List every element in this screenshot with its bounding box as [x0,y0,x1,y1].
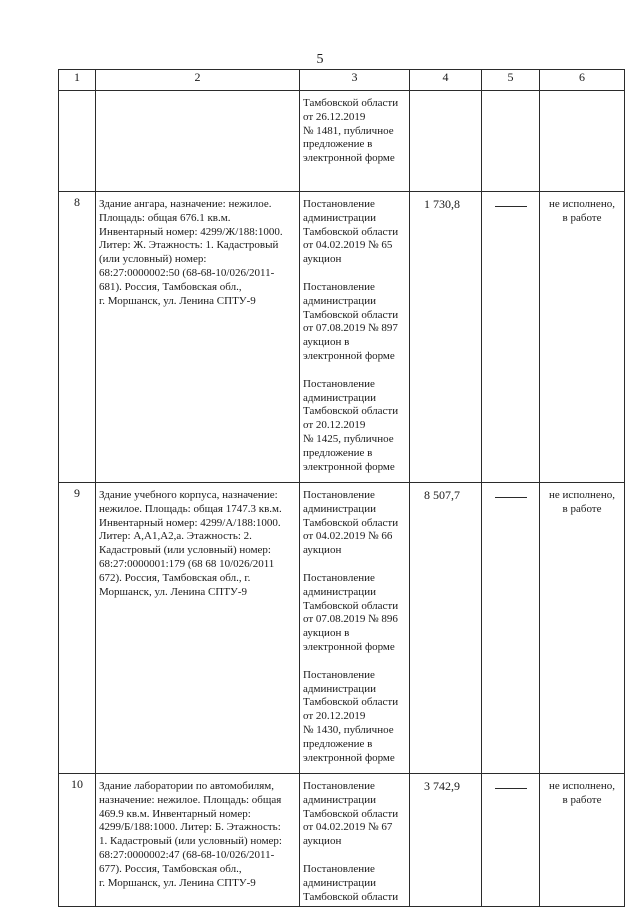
cell-description [96,91,300,192]
cell-dash [482,483,540,774]
document-entry: Постановление администрации Тамбовской области от 07.08.2019 № 896 аукцион в электронной форме [303,571,399,653]
header-col-6: 6 [540,70,625,91]
dash-line [495,198,527,207]
header-col-2: 2 [96,70,300,91]
cell-dash [482,192,540,483]
cell-documents [300,192,410,483]
table-row-continuation [59,91,625,192]
status-text: не исполнено, в работе [540,483,625,774]
property-description: Здание учебного корпуса, назначение: нежилое. Площадь: общая 1747.3 кв.м. Инвентарный номер: 4299/А/188:1000. Литер: А,А1,А2,а. Этажность: 2. Кадастровый (или условный) номер: 68:27:0000001:179 (68 68 10/026/2011 672). Россия, Тамбовская обл., г. Моршанск, ул. Ленина СПТУ-9 [96,483,300,774]
header-col-1: 1 [59,70,96,91]
cell-documents [300,774,410,907]
table-header-row [59,70,625,91]
document-entry: Постановление администрации Тамбовской области от 04.02.2019 № 65 аукцион [303,198,399,266]
status-text: не исполнено, в работе [540,192,625,483]
cell-status [540,91,625,192]
header-col-3: 3 [300,70,410,91]
document-entry: Тамбовской области от 26.12.2019 № 1481, публичное предложение в электронной форме [303,97,399,165]
document-entry: Постановление администрации Тамбовской области [303,862,399,903]
cell-documents [300,91,410,192]
dash-line [495,489,527,498]
table-row [59,774,625,907]
document-entry: Постановление администрации Тамбовской области от 07.08.2019 № 897 аукцион в электронной форме [303,280,399,362]
property-price: 8 507,7 [410,483,482,774]
property-price: 3 742,9 [410,774,482,907]
property-description: Здание ангара, назначение: нежилое. Площадь: общая 676.1 кв.м. Инвентарный номер: 4299/Ж/188:1000. Литер: Ж. Этажность: 1. Кадастровый (или условный) номер: 68:27:0000002:50 (68-68-10/026/2011- 681). Россия, Тамбовская обл., г. Моршанск, ул. Ленина СПТУ-9 [96,192,300,483]
cell-blank [482,91,540,192]
status-text: не исполнено, в работе [540,774,625,907]
document-entry: Постановление администрации Тамбовской области от 04.02.2019 № 67 аукцион [303,780,399,848]
cell-dash [482,774,540,907]
header-col-5: 5 [482,70,540,91]
property-table [58,69,625,907]
row-number: 8 [59,192,96,483]
document-entry: Постановление администрации Тамбовской области от 04.02.2019 № 66 аукцион [303,489,399,557]
property-price: 1 730,8 [410,192,482,483]
document-entry: Постановление администрации Тамбовской области от 20.12.2019 № 1430, публичное предложение в электронной форме [303,668,399,764]
cell-num [59,91,96,192]
cell-documents [300,483,410,774]
property-description: Здание лаборатории по автомобилям, назначение: нежилое. Площадь: общая 469.9 кв.м. Инвентарный номер: 4299/Б/188:1000. Литер: Б. Этажность: 1. Кадастровый (или условный) номер: 68:27:0000002:47 (68-68-10/026/2011- 677). Россия, Тамбовская обл., г. Моршанск, ул. Ленина СПТУ-9 [96,774,300,907]
cell-price [410,91,482,192]
header-col-4: 4 [410,70,482,91]
page-number: 5 [316,52,324,67]
table-row [59,192,625,483]
property-table-container [58,69,624,907]
row-number: 9 [59,483,96,774]
document-entry: Постановление администрации Тамбовской области от 20.12.2019 № 1425, публичное предложение в электронной форме [303,377,399,473]
table-row [59,483,625,774]
dash-line [495,780,527,789]
row-number: 10 [59,774,96,907]
